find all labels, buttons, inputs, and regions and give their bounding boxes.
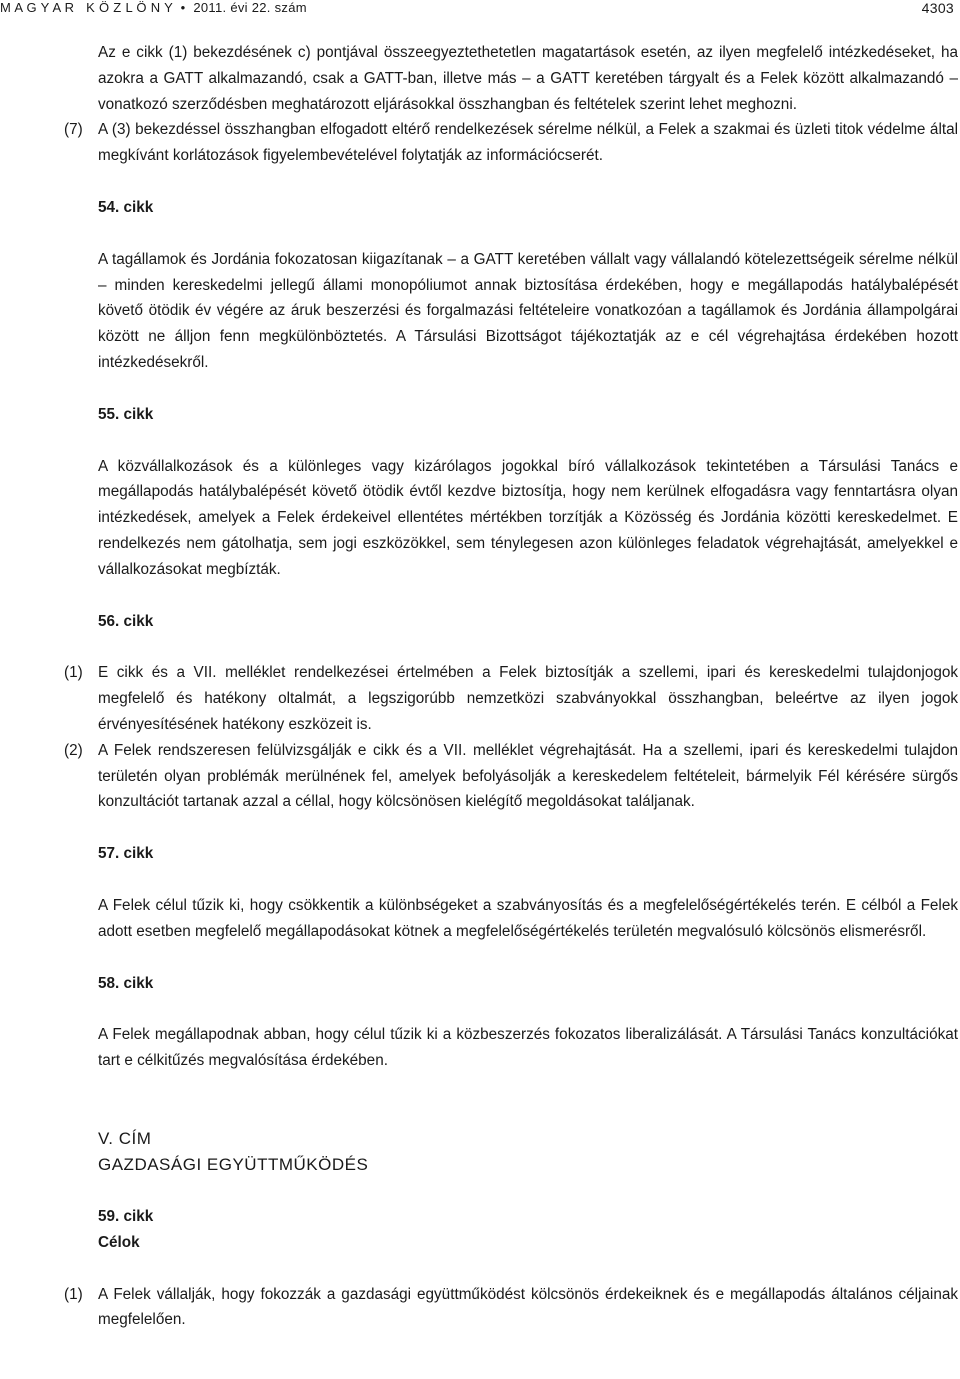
article-57-heading: 57. cikk: [98, 845, 154, 863]
article-57-text: A Felek célul tűzik ki, hogy csökkentik a különbségeket a szabványosítás és a megfelelőségértékelés terén. E célból a Felek adott esetben megfelelő megállapodásokat kötnek a megfelelőségértékelés területén megvalósuló kölcsönös elismerésről.: [98, 896, 958, 940]
paragraph-number: (2): [64, 741, 83, 759]
document-body: [64, 40, 958, 1333]
paragraph-text: E cikk és a VII. melléklet rendelkezései értelmében a Felek biztosítják a szellemi, ipari és kereskedelmi tulajdonjogok megfelelő és hatékony oltalmát, a legszigorúbb nemzetközi szabványokkal összhangban, beleértve az ilyen jogok érvényesítésének hatékony eszközeit is.: [98, 664, 958, 733]
title-v: [64, 1126, 958, 1178]
page-header: [0, 0, 954, 18]
paragraph-number: (1): [64, 664, 83, 682]
page-number: 4303: [921, 0, 954, 16]
article-58-heading: 58. cikk: [98, 974, 154, 992]
article-56-heading: 56. cikk: [98, 612, 154, 630]
intro-paragraph: Az e cikk (1) bekezdésének c) pontjával összeegyeztethetetlen magatartások esetén, az ilyen megfelelő intézkedéseket, ha azokra a GATT alkalmazandó, csak a GATT-ban, illetve más – a GATT keretében tárgyalt és a Felek között alkalmazandó – vonatkozó szerződésben meghatározott eljárásokkal összhangban és feltételek szerint lehet meghozni.: [98, 44, 958, 113]
article-55-heading: 55. cikk: [98, 405, 154, 423]
article-54-heading: 54. cikk: [98, 198, 154, 216]
paragraph-text: A Felek vállalják, hogy fokozzák a gazdasági együttműködést kölcsönös érdekeiknek és e megállapodás általános céljainak megfelelően.: [98, 1285, 958, 1329]
paragraph-number: (7): [64, 121, 83, 139]
article-55-text: A közvállalkozások és a különleges vagy kizárólagos jogokkal bíró vállalkozások tekintetében a Társulási Tanács e megállapodás hatálybalépését követő ötödik évtől kezdve biztosítja, hogy nem kerülnek elfogadásra vagy fenntartásra olyan intézkedések, amelyek a Felek érdekeivel ellentétes mértékben torzítják a Közösség és Jordánia közötti kereskedelmet. E rendelkezés nem gátolhatja, sem jogi eszközökkel, sem ténylegesen azon különleges feladatok végrehajtását, amelyekkel e vállalkozásokat megbízták.: [98, 457, 958, 578]
title-name: GAZDASÁGI EGYÜTTMŰKÖDÉS: [98, 1154, 369, 1174]
paragraph-text: A (3) bekezdéssel összhangban elfogadott eltérő rendelkezések sérelme nélkül, a Felek a szakmai és üzleti titok védelme által megkívánt korlátozások figyelembevételével folytatják az információcserét.: [98, 121, 958, 165]
title-number: V. CÍM: [98, 1128, 152, 1148]
article-56-paragraph-2: [64, 738, 958, 815]
article-59-paragraph-1: [64, 1282, 958, 1334]
article-58-text: A Felek megállapodnak abban, hogy célul tűzik ki a közbeszerzés fokozatos liberalizálását. A Társulási Tanács konzultációkat tart e célkitűzés megvalósítása érdekében.: [98, 1026, 958, 1070]
article-59-subheading: Célok: [98, 1233, 140, 1251]
paragraph-number: (1): [64, 1285, 83, 1303]
article-56-paragraph-1: [64, 660, 958, 737]
paragraph-text: A Felek rendszeresen felülvizsgálják e cikk és a VII. melléklet végrehajtását. Ha a szellemi, ipari és kereskedelmi tulajdon területén olyan problémák merülnének fel, amelyek befolyásolják a kereskedelem feltételeit, bármelyik Fél kérésére sürgős konzultációt tartanak azzal a céllal, hogy kölcsönösen kielégítő megoldásokat találjanak.: [98, 741, 958, 811]
article-54-text: A tagállamok és Jordánia fokozatosan kiigazítanak – a GATT keretében vállalt vagy vállalandó kötelezettségeik sérelme nélkül – minden kereskedelmi jellegű állami monopóliumot annak biztosítása érdekében, hogy e megállapodás hatálybalépését követő ötödik év végére az áruk beszerzési és forgalmazási feltételeire vonatkozóan a tagállamok és Jordánia állampolgárai között ne álljon fenn megkülönböztetés. A Társulási Bizottságot tájékoztatják az e cél végrehajtása érdekében hozott intézkedésekről.: [98, 250, 958, 371]
article-59-heading: 59. cikk: [98, 1207, 154, 1225]
paragraph-7: [64, 117, 958, 169]
publication-title: M A G Y A R K Ö Z L Ö N Y • 2011. évi 22. szám: [0, 0, 307, 15]
